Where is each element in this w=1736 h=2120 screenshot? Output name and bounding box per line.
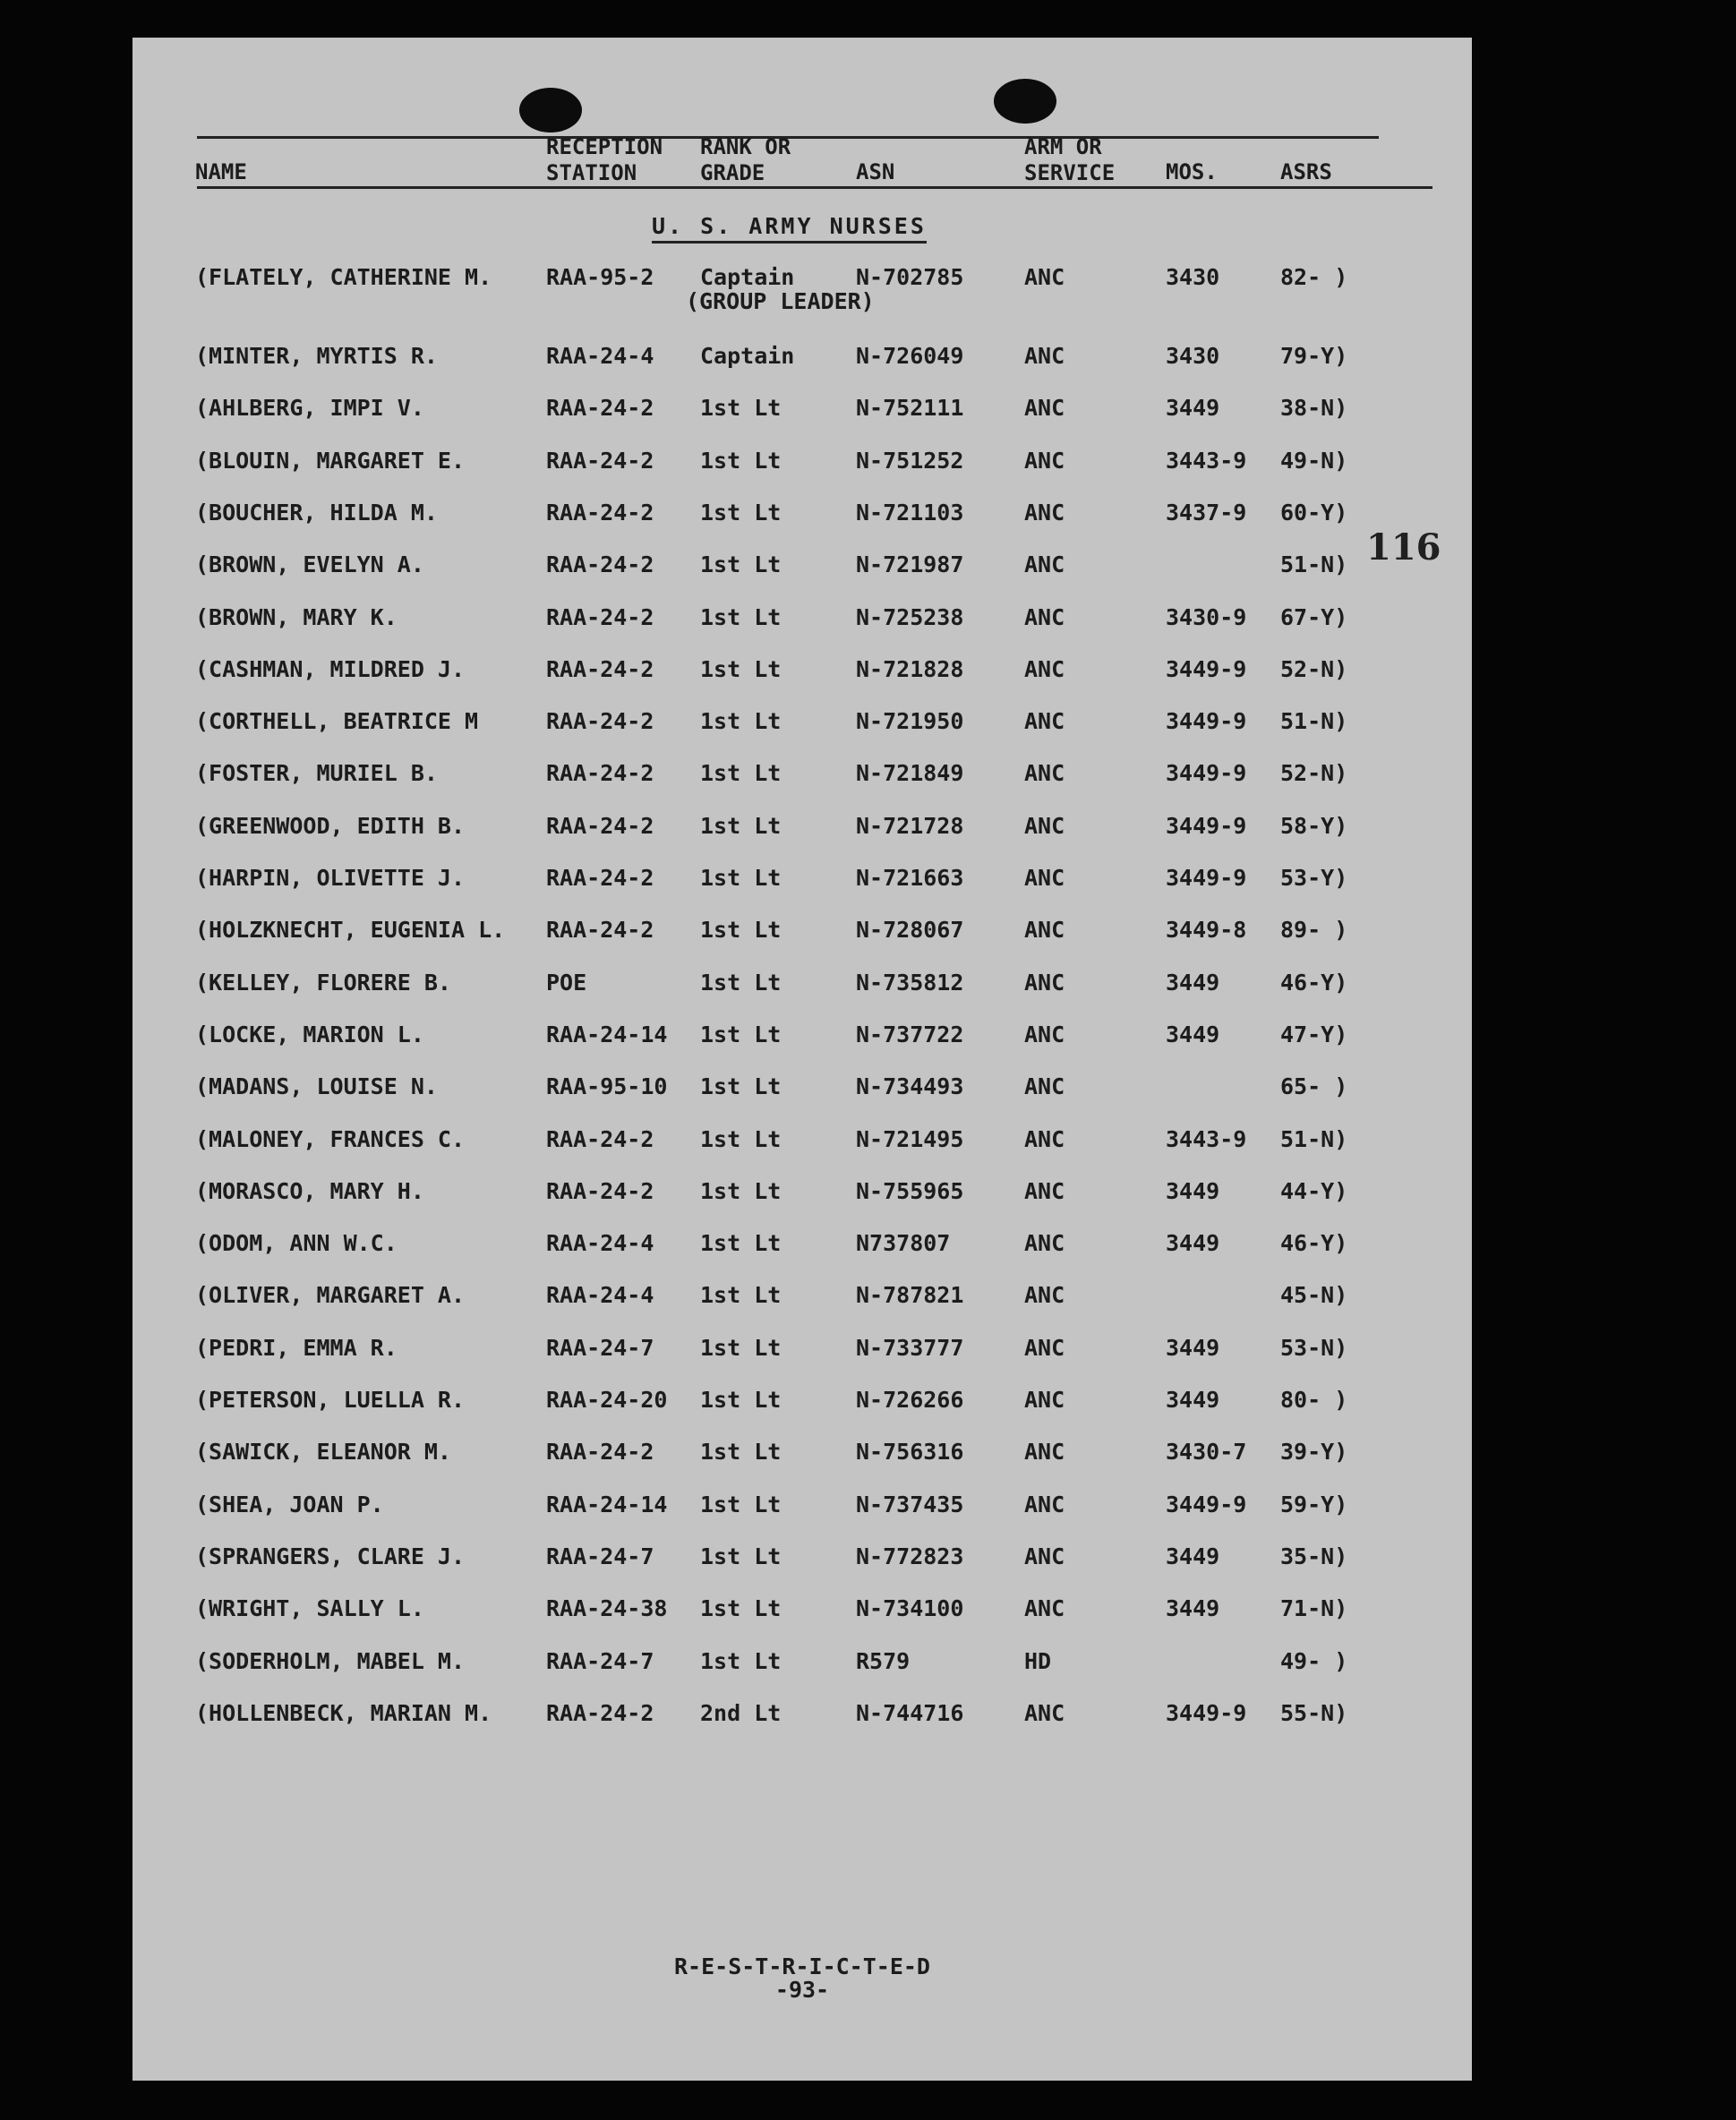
cell-name: (FLATELY, CATHERINE M.: [195, 264, 492, 290]
table-row: [133, 263, 1472, 314]
cell-arm: ANC: [1024, 551, 1065, 578]
cell-asrs: 52-N): [1280, 760, 1348, 787]
cell-asrs: 46-Y): [1280, 969, 1348, 996]
cell-arm: ANC: [1024, 1595, 1065, 1622]
table-row: [133, 812, 1472, 848]
cell-name: (CORTHELL, BEATRICE M: [195, 708, 479, 735]
table-row: [133, 1281, 1472, 1317]
cell-asn: N-721828: [856, 655, 964, 682]
cell-asrs: 55-N): [1280, 1699, 1348, 1726]
cell-mos: 3449: [1166, 1334, 1220, 1361]
cell-mos: 3449-9: [1166, 760, 1247, 787]
cell-asrs: 52-N): [1280, 655, 1348, 682]
cell-rank: 1st Lt: [700, 1543, 782, 1569]
cell-name: (PEDRI, EMMA R.: [195, 1334, 398, 1361]
cell-asrs: 53-N): [1280, 1334, 1348, 1361]
cell-asn: N-702785: [856, 264, 964, 290]
cell-asn: N-737435: [856, 1491, 964, 1517]
cell-arm: ANC: [1024, 499, 1065, 526]
cell-station: RAA-24-2: [546, 655, 654, 682]
cell-mos: 3449-8: [1166, 917, 1247, 944]
cell-station: RAA-24-14: [546, 1491, 668, 1517]
cell-station: RAA-24-2: [546, 1177, 654, 1204]
cell-asn: N-744716: [856, 1699, 964, 1726]
cell-name: (KELLEY, FLORERE B.: [195, 969, 451, 996]
cell-arm: ANC: [1024, 1387, 1065, 1413]
table-row: [133, 1491, 1472, 1526]
cell-station: POE: [546, 969, 587, 996]
col-header-mos: MOS.: [1166, 159, 1218, 184]
cell-station: RAA-24-2: [546, 812, 654, 839]
table-row: [133, 499, 1472, 534]
table-row: [133, 864, 1472, 900]
cell-asn: N-725238: [856, 603, 964, 630]
cell-asrs: 67-Y): [1280, 603, 1348, 630]
cell-mos: 3449: [1166, 1387, 1220, 1413]
cell-name: (WRIGHT, SALLY L.: [195, 1595, 424, 1622]
cell-asn: N-735812: [856, 969, 964, 996]
cell-arm: ANC: [1024, 655, 1065, 682]
cell-asrs: 46-Y): [1280, 1230, 1348, 1257]
cell-mos: 3449: [1166, 395, 1220, 422]
cell-mos: 3443-9: [1166, 447, 1247, 474]
cell-rank: 1st Lt: [700, 812, 782, 839]
cell-name: (BROWN, MARY K.: [195, 603, 398, 630]
cell-asn: N-721950: [856, 708, 964, 735]
cell-arm: ANC: [1024, 1491, 1065, 1517]
cell-rank: 1st Lt: [700, 865, 782, 891]
restricted-marking: R-E-S-T-R-I-C-T-E-D: [674, 1953, 930, 1979]
cell-arm: ANC: [1024, 1699, 1065, 1726]
table-row: [133, 1073, 1472, 1108]
cell-arm: ANC: [1024, 708, 1065, 735]
cell-rank: 2nd Lt: [700, 1699, 782, 1726]
cell-station: RAA-24-2: [546, 1699, 654, 1726]
cell-asn: N-734493: [856, 1073, 964, 1100]
cell-asn: N-737722: [856, 1021, 964, 1047]
cell-station: RAA-24-20: [546, 1387, 668, 1413]
cell-name: (BROWN, EVELYN A.: [195, 551, 424, 578]
cell-asrs: 44-Y): [1280, 1177, 1348, 1204]
cell-station: RAA-24-2: [546, 395, 654, 422]
cell-asn: N-772823: [856, 1543, 964, 1569]
cell-asrs: 79-Y): [1280, 343, 1348, 369]
cell-mos: 3449-9: [1166, 1699, 1247, 1726]
cell-station: RAA-24-4: [546, 1230, 654, 1257]
cell-station: RAA-24-2: [546, 447, 654, 474]
cell-arm: ANC: [1024, 395, 1065, 422]
cell-rank: 1st Lt: [700, 1595, 782, 1622]
cell-asrs: 53-Y): [1280, 865, 1348, 891]
cell-station: RAA-95-2: [546, 264, 654, 290]
cell-asrs: 59-Y): [1280, 1491, 1348, 1517]
section-title: U. S. ARMY NURSES: [652, 213, 927, 244]
cell-rank: Captain: [700, 264, 795, 290]
cell-station: RAA-24-2: [546, 865, 654, 891]
table-row: [133, 1699, 1472, 1735]
table-row: [133, 1594, 1472, 1630]
cell-arm: ANC: [1024, 1230, 1065, 1257]
cell-name: (GREENWOOD, EDITH B.: [195, 812, 466, 839]
cell-rank: 1st Lt: [700, 1073, 782, 1100]
cell-asrs: 89- ): [1280, 917, 1348, 944]
col-header-rank: RANK OR GRADE: [700, 134, 791, 185]
cell-arm: ANC: [1024, 917, 1065, 944]
cell-asn: N-726049: [856, 343, 964, 369]
table-row: [133, 655, 1472, 691]
cell-mos: 3449-9: [1166, 812, 1247, 839]
cell-mos: 3430-9: [1166, 603, 1247, 630]
cell-station: RAA-24-2: [546, 603, 654, 630]
cell-name: (AHLBERG, IMPI V.: [195, 395, 424, 422]
cell-asn: N-787821: [856, 1282, 964, 1309]
cell-station: RAA-95-10: [546, 1073, 668, 1100]
cell-station: RAA-24-7: [546, 1647, 654, 1674]
cell-rank: 1st Lt: [700, 1230, 782, 1257]
cell-rank: 1st Lt: [700, 1439, 782, 1466]
col-header-asrs: ASRS: [1280, 159, 1332, 184]
cell-rank: 1st Lt: [700, 1177, 782, 1204]
cell-arm: ANC: [1024, 603, 1065, 630]
cell-asn: N-726266: [856, 1387, 964, 1413]
cell-rank: 1st Lt: [700, 760, 782, 787]
cell-rank: 1st Lt: [700, 969, 782, 996]
table-row: [133, 603, 1472, 639]
table-row: [133, 916, 1472, 952]
cell-asn: N-752111: [856, 395, 964, 422]
cell-asn: N-728067: [856, 917, 964, 944]
cell-asrs: 38-N): [1280, 395, 1348, 422]
table-row: [133, 707, 1472, 743]
cell-mos: 3443-9: [1166, 1125, 1247, 1152]
document-sheet: [133, 38, 1472, 2081]
cell-rank: 1st Lt: [700, 603, 782, 630]
col-header-name: NAME: [195, 159, 247, 184]
page-number: -93-: [774, 1977, 830, 2003]
cell-mos: 3449: [1166, 1177, 1220, 1204]
punch-hole-right: [994, 79, 1056, 124]
table-row: [133, 1125, 1472, 1161]
cell-name: (LOCKE, MARION L.: [195, 1021, 424, 1047]
cell-name: (MALONEY, FRANCES C.: [195, 1125, 466, 1152]
cell-asrs: 39-Y): [1280, 1439, 1348, 1466]
cell-asn: N-734100: [856, 1595, 964, 1622]
cell-asn: N-721987: [856, 551, 964, 578]
header-bottom-rule: [197, 186, 1432, 189]
cell-asrs: 60-Y): [1280, 499, 1348, 526]
cell-station: RAA-24-7: [546, 1543, 654, 1569]
table-row: [133, 447, 1472, 483]
cell-asrs: 58-Y): [1280, 812, 1348, 839]
cell-mos: 3449-9: [1166, 655, 1247, 682]
cell-name: (ODOM, ANN W.C.: [195, 1230, 398, 1257]
cell-asrs: 65- ): [1280, 1073, 1348, 1100]
cell-rank: 1st Lt: [700, 447, 782, 474]
cell-name: (MINTER, MYRTIS R.: [195, 343, 438, 369]
cell-rank: 1st Lt: [700, 708, 782, 735]
cell-name: (SODERHOLM, MABEL M.: [195, 1647, 466, 1674]
cell-arm: ANC: [1024, 1334, 1065, 1361]
cell-rank: 1st Lt: [700, 1387, 782, 1413]
cell-name: (SAWICK, ELEANOR M.: [195, 1439, 451, 1466]
cell-arm: ANC: [1024, 865, 1065, 891]
cell-asrs: 51-N): [1280, 708, 1348, 735]
cell-mos: 3449-9: [1166, 865, 1247, 891]
cell-mos: 3449: [1166, 1543, 1220, 1569]
cell-station: RAA-24-7: [546, 1334, 654, 1361]
cell-mos: 3449: [1166, 1021, 1220, 1047]
cell-asn: N-721495: [856, 1125, 964, 1152]
cell-rank: 1st Lt: [700, 395, 782, 422]
cell-name: (BOUCHER, HILDA M.: [195, 499, 438, 526]
cell-asrs: 82- ): [1280, 264, 1348, 290]
cell-arm: ANC: [1024, 969, 1065, 996]
cell-asn: N-755965: [856, 1177, 964, 1204]
col-header-asn: ASN: [856, 159, 895, 184]
col-header-station: RECEPTION STATION: [546, 134, 663, 185]
cell-station: RAA-24-2: [546, 917, 654, 944]
punch-hole-left: [519, 88, 582, 132]
cell-arm: ANC: [1024, 1282, 1065, 1309]
cell-mos: 3449: [1166, 1230, 1220, 1257]
cell-name: (FOSTER, MURIEL B.: [195, 760, 438, 787]
cell-station: RAA-24-2: [546, 1125, 654, 1152]
cell-station: RAA-24-2: [546, 708, 654, 735]
cell-arm: ANC: [1024, 264, 1065, 290]
table-row: [133, 551, 1472, 586]
cell-rank: 1st Lt: [700, 1647, 782, 1674]
cell-asrs: 51-N): [1280, 551, 1348, 578]
cell-rank: 1st Lt: [700, 917, 782, 944]
cell-station: RAA-24-2: [546, 551, 654, 578]
cell-station: RAA-24-4: [546, 1282, 654, 1309]
cell-mos: 3449: [1166, 969, 1220, 996]
cell-rank: 1st Lt: [700, 1021, 782, 1047]
cell-station: RAA-24-38: [546, 1595, 668, 1622]
cell-asn: N-721663: [856, 865, 964, 891]
cell-name: (CASHMAN, MILDRED J.: [195, 655, 466, 682]
cell-mos: 3430: [1166, 343, 1220, 369]
cell-asrs: 35-N): [1280, 1543, 1348, 1569]
cell-asrs: 49- ): [1280, 1647, 1348, 1674]
cell-asrs: 71-N): [1280, 1595, 1348, 1622]
table-row: [133, 394, 1472, 430]
cell-rank: 1st Lt: [700, 1491, 782, 1517]
cell-rank: 1st Lt: [700, 655, 782, 682]
table-row: [133, 1647, 1472, 1683]
cell-asn: N-756316: [856, 1439, 964, 1466]
cell-arm: ANC: [1024, 812, 1065, 839]
cell-name: (OLIVER, MARGARET A.: [195, 1282, 466, 1309]
cell-mos: 3430-7: [1166, 1439, 1247, 1466]
cell-arm: ANC: [1024, 1021, 1065, 1047]
cell-rank: 1st Lt: [700, 499, 782, 526]
cell-station: RAA-24-14: [546, 1021, 668, 1047]
cell-station: RAA-24-4: [546, 343, 654, 369]
cell-asn: N-751252: [856, 447, 964, 474]
cell-rank: Captain: [700, 343, 795, 369]
cell-arm: ANC: [1024, 447, 1065, 474]
col-header-arm: ARM OR SERVICE: [1024, 134, 1116, 185]
cell-name: (HOLLENBECK, MARIAN M.: [195, 1699, 492, 1726]
cell-arm: ANC: [1024, 1073, 1065, 1100]
cell-arm: ANC: [1024, 1439, 1065, 1466]
cell-arm: HD: [1024, 1647, 1052, 1674]
cell-name: (HOLZKNECHT, EUGENIA L.: [195, 917, 506, 944]
table-row: [133, 1386, 1472, 1422]
cell-station: RAA-24-2: [546, 499, 654, 526]
table-row: [133, 1543, 1472, 1578]
cell-asrs: 51-N): [1280, 1125, 1348, 1152]
table-row: [133, 1177, 1472, 1213]
cell-asn: N-721103: [856, 499, 964, 526]
table-row: [133, 969, 1472, 1004]
cell-name: (MORASCO, MARY H.: [195, 1177, 424, 1204]
cell-asrs: 47-Y): [1280, 1021, 1348, 1047]
table-row: [133, 1021, 1472, 1056]
cell-arm: ANC: [1024, 343, 1065, 369]
cell-mos: 3449-9: [1166, 708, 1247, 735]
cell-asrs: 80- ): [1280, 1387, 1348, 1413]
table-row: [133, 1334, 1472, 1370]
cell-rank: 1st Lt: [700, 1282, 782, 1309]
cell-asrs: 45-N): [1280, 1282, 1348, 1309]
cell-name: (HARPIN, OLIVETTE J.: [195, 865, 466, 891]
cell-arm: ANC: [1024, 760, 1065, 787]
cell-name: (PETERSON, LUELLA R.: [195, 1387, 466, 1413]
cell-asn: R579: [856, 1647, 911, 1674]
table-row: [133, 342, 1472, 378]
table-row: [133, 1438, 1472, 1474]
group-leader-note: (GROUP LEADER): [686, 288, 875, 314]
cell-asn: N-733777: [856, 1334, 964, 1361]
cell-station: RAA-24-2: [546, 760, 654, 787]
cell-asn: N-721728: [856, 812, 964, 839]
cell-rank: 1st Lt: [700, 1334, 782, 1361]
cell-arm: ANC: [1024, 1543, 1065, 1569]
cell-asrs: 49-N): [1280, 447, 1348, 474]
cell-mos: 3449-9: [1166, 1491, 1247, 1517]
cell-mos: 3437-9: [1166, 499, 1247, 526]
cell-name: (SHEA, JOAN P.: [195, 1491, 384, 1517]
cell-mos: 3430: [1166, 264, 1220, 290]
cell-station: RAA-24-2: [546, 1439, 654, 1466]
cell-arm: ANC: [1024, 1177, 1065, 1204]
cell-rank: 1st Lt: [700, 1125, 782, 1152]
side-page-number: 116: [1366, 526, 1441, 568]
cell-name: (MADANS, LOUISE N.: [195, 1073, 438, 1100]
table-row: [133, 1229, 1472, 1265]
cell-asn: N-721849: [856, 760, 964, 787]
table-row: [133, 759, 1472, 795]
cell-arm: ANC: [1024, 1125, 1065, 1152]
cell-name: (BLOUIN, MARGARET E.: [195, 447, 466, 474]
cell-asn: N737807: [856, 1230, 951, 1257]
cell-rank: 1st Lt: [700, 551, 782, 578]
cell-name: (SPRANGERS, CLARE J.: [195, 1543, 466, 1569]
cell-mos: 3449: [1166, 1595, 1220, 1622]
